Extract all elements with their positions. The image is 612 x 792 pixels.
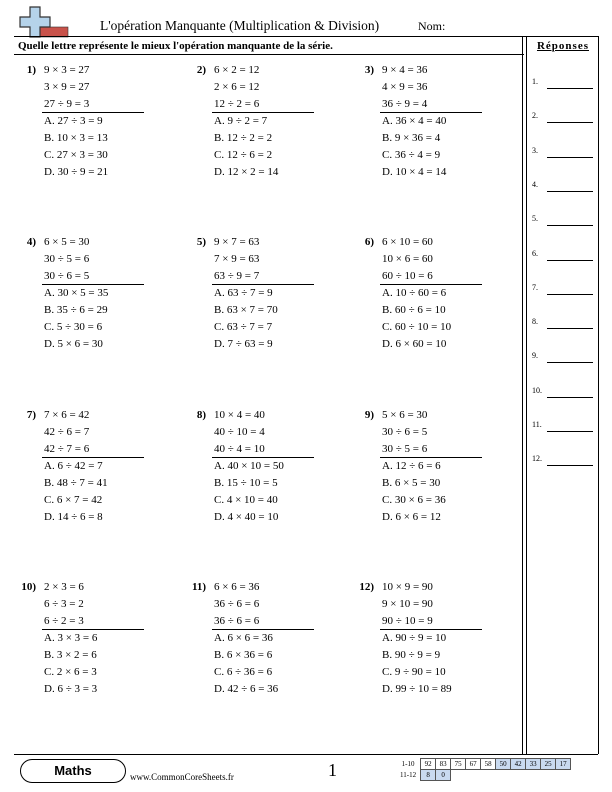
answer-column-border-right	[598, 36, 599, 754]
instruction-divider	[14, 54, 524, 55]
score-cell: 67	[466, 759, 481, 770]
answer-option: B. 48 ÷ 7 = 41	[44, 477, 108, 489]
equation-line: 6 × 2 = 12	[214, 64, 260, 76]
answer-blank[interactable]	[547, 88, 593, 89]
score-spacer	[481, 770, 496, 781]
answer-number: 5.	[532, 214, 538, 224]
header-divider	[14, 36, 598, 37]
problem-block	[14, 409, 164, 529]
answer-blank[interactable]	[547, 191, 593, 192]
equation-line: 10 × 9 = 90	[382, 581, 433, 593]
answer-row	[532, 454, 596, 466]
equation-line: 30 ÷ 5 = 6	[382, 443, 428, 455]
equation-line: 9 × 3 = 27	[44, 64, 90, 76]
equation-underline	[42, 284, 144, 285]
answer-option: A. 12 ÷ 6 = 6	[382, 460, 441, 472]
answer-option: D. 12 × 2 = 14	[214, 166, 279, 178]
answers-title: Réponses	[536, 40, 589, 52]
score-spacer	[466, 770, 481, 781]
answer-option: C. 12 ÷ 6 = 2	[214, 149, 273, 161]
score-cell: 33	[526, 759, 541, 770]
equation-line: 36 ÷ 6 = 6	[214, 615, 260, 627]
equation-line: 9 × 10 = 90	[382, 598, 433, 610]
answer-number: 12.	[532, 454, 542, 464]
score-spacer	[511, 770, 526, 781]
answer-option: A. 36 × 4 = 40	[382, 115, 447, 127]
equation-line: 27 ÷ 9 = 3	[44, 98, 90, 110]
answer-option: A. 6 × 6 = 36	[214, 632, 273, 644]
answer-option: C. 63 ÷ 7 = 7	[214, 321, 273, 333]
answer-blank[interactable]	[547, 362, 593, 363]
score-row	[398, 759, 571, 770]
problem-number: 12)	[359, 581, 374, 593]
problem-number: 2)	[196, 64, 206, 76]
answer-number: 10.	[532, 385, 542, 395]
equation-line: 63 ÷ 9 = 7	[214, 270, 260, 282]
score-row-label: 11-12	[400, 771, 417, 779]
equation-line: 90 ÷ 10 = 9	[382, 615, 433, 627]
answer-row	[532, 420, 596, 432]
answer-option: B. 10 × 3 = 13	[44, 132, 108, 144]
answer-option: D. 30 ÷ 9 = 21	[44, 166, 109, 178]
answer-option: C. 6 ÷ 36 = 6	[214, 666, 273, 678]
answer-option: B. 3 × 2 = 6	[44, 649, 97, 661]
answer-option: A. 30 × 5 = 35	[44, 287, 109, 299]
subject-badge: Maths	[20, 759, 126, 783]
problem-number: 1)	[26, 64, 36, 76]
answer-option: D. 5 × 6 = 30	[44, 338, 103, 350]
equation-line: 6 × 6 = 36	[214, 581, 260, 593]
score-spacer	[451, 770, 466, 781]
answer-option: D. 6 ÷ 3 = 3	[44, 683, 98, 695]
score-spacer	[541, 770, 556, 781]
problem-number: 9)	[364, 409, 374, 421]
equation-line: 42 ÷ 7 = 6	[44, 443, 90, 455]
score-cell: 75	[451, 759, 466, 770]
problem-block	[352, 236, 502, 356]
problem-number: 4)	[26, 236, 36, 248]
equation-line: 30 ÷ 6 = 5	[382, 426, 428, 438]
answer-option: C. 9 ÷ 90 = 10	[382, 666, 446, 678]
answer-option: D. 7 ÷ 63 = 9	[214, 338, 273, 350]
score-table	[398, 758, 571, 781]
equation-line: 2 × 3 = 6	[44, 581, 84, 593]
problem-block	[14, 581, 164, 701]
problem-block	[14, 64, 164, 184]
answer-option: D. 4 × 40 = 10	[214, 511, 279, 523]
answer-blank[interactable]	[547, 122, 593, 123]
instruction-text: Quelle lettre représente le mieux l'opération manquante de la série.	[18, 40, 333, 52]
equation-underline	[42, 457, 144, 458]
answer-option: A. 6 ÷ 42 = 7	[44, 460, 103, 472]
equation-line: 6 × 5 = 30	[44, 236, 90, 248]
problem-block	[352, 64, 502, 184]
equation-line: 9 × 7 = 63	[214, 236, 260, 248]
answer-option: B. 60 ÷ 6 = 10	[382, 304, 446, 316]
answer-option: C. 5 ÷ 30 = 6	[44, 321, 103, 333]
website-link: www.CommonCoreSheets.fr	[130, 772, 234, 782]
equation-line: 7 × 6 = 42	[44, 409, 90, 421]
equation-underline	[380, 284, 482, 285]
page-number: 1	[328, 760, 337, 780]
answer-number: 11.	[532, 420, 542, 429]
equation-line: 6 ÷ 2 = 3	[44, 615, 84, 627]
answer-blank[interactable]	[547, 431, 593, 432]
answer-option: A. 63 ÷ 7 = 9	[214, 287, 273, 299]
score-cell: 8	[421, 770, 436, 781]
equation-line: 42 ÷ 6 = 7	[44, 426, 90, 438]
equation-underline	[380, 112, 482, 113]
answer-blank[interactable]	[547, 397, 593, 398]
answer-option: D. 14 ÷ 6 = 8	[44, 511, 103, 523]
answer-row	[532, 317, 596, 329]
answer-number: 6.	[532, 248, 538, 258]
answer-option: B. 12 ÷ 2 = 2	[214, 132, 273, 144]
answer-option: B. 63 × 7 = 70	[214, 304, 278, 316]
problem-number: 8)	[196, 409, 206, 421]
problem-block	[184, 64, 334, 184]
answer-row	[532, 77, 596, 89]
score-cell: 0	[436, 770, 451, 781]
answer-option: D. 42 ÷ 6 = 36	[214, 683, 279, 695]
answer-row	[532, 146, 596, 158]
equation-line: 36 ÷ 9 = 4	[382, 98, 428, 110]
answer-number: 2.	[532, 111, 538, 121]
answer-row	[532, 214, 596, 226]
answer-option: D. 6 × 6 = 12	[382, 511, 441, 523]
problem-block	[352, 409, 502, 529]
score-spacer	[526, 770, 541, 781]
answer-blank[interactable]	[547, 465, 593, 466]
equation-underline	[380, 457, 482, 458]
footer-divider	[14, 754, 598, 755]
equation-underline	[212, 284, 314, 285]
answer-number: 9.	[532, 351, 538, 361]
equation-line: 12 ÷ 2 = 6	[214, 98, 260, 110]
score-cell: 17	[556, 759, 571, 770]
answer-row	[532, 386, 596, 398]
equation-line: 60 ÷ 10 = 6	[382, 270, 433, 282]
equation-line: 6 ÷ 3 = 2	[44, 598, 84, 610]
answer-option: A. 10 ÷ 60 = 6	[382, 287, 447, 299]
answer-number: 4.	[532, 179, 538, 189]
answer-row	[532, 180, 596, 192]
equation-line: 5 × 6 = 30	[382, 409, 428, 421]
score-cell: 50	[496, 759, 511, 770]
answer-row	[532, 111, 596, 123]
problem-number: 10)	[21, 581, 36, 593]
score-cell: 25	[541, 759, 556, 770]
answer-option: C. 6 × 7 = 42	[44, 494, 103, 506]
name-label: Nom:	[418, 19, 446, 33]
equation-line: 30 ÷ 6 = 5	[44, 270, 90, 282]
answer-option: C. 36 ÷ 4 = 9	[382, 149, 441, 161]
equation-line: 7 × 9 = 63	[214, 253, 260, 265]
answer-option: B. 9 × 36 = 4	[382, 132, 441, 144]
answer-option: C. 4 × 10 = 40	[214, 494, 278, 506]
answer-option: C. 27 × 3 = 30	[44, 149, 108, 161]
answer-number: 3.	[532, 145, 538, 155]
answer-blank[interactable]	[547, 328, 593, 329]
score-cell: 58	[481, 759, 496, 770]
answer-option: D. 6 × 60 = 10	[382, 338, 447, 350]
problem-number: 3)	[364, 64, 374, 76]
answer-option: A. 3 × 3 = 6	[44, 632, 98, 644]
problem-number: 5)	[196, 236, 206, 248]
equation-line: 10 × 6 = 60	[382, 253, 433, 265]
answer-row	[532, 249, 596, 261]
answer-number: 1.	[532, 77, 538, 86]
score-cell: 42	[511, 759, 526, 770]
answer-option: B. 90 ÷ 9 = 9	[382, 649, 441, 661]
answer-row	[532, 283, 596, 295]
score-cell: 92	[421, 759, 436, 770]
problem-number: 6)	[364, 236, 374, 248]
equation-underline	[380, 629, 482, 630]
answer-blank[interactable]	[547, 157, 593, 158]
problem-block	[352, 581, 502, 701]
answer-column-border	[522, 36, 523, 754]
answer-blank[interactable]	[547, 294, 593, 295]
answer-option: B. 6 × 5 = 30	[382, 477, 441, 489]
answer-column-border-inner	[526, 36, 527, 754]
equation-underline	[212, 112, 314, 113]
answer-blank[interactable]	[547, 260, 593, 261]
equation-line: 9 × 4 = 36	[382, 64, 428, 76]
equation-underline	[42, 629, 144, 630]
equation-line: 40 ÷ 10 = 4	[214, 426, 265, 438]
answer-option: A. 40 × 10 = 50	[214, 460, 284, 472]
equation-line: 3 × 9 = 27	[44, 81, 90, 93]
score-row-label: 1-10	[401, 760, 415, 768]
problem-block	[184, 236, 334, 356]
equation-line: 36 ÷ 6 = 6	[214, 598, 260, 610]
answer-option: C. 30 × 6 = 36	[382, 494, 446, 506]
equation-line: 40 ÷ 4 = 10	[214, 443, 265, 455]
equation-underline	[212, 629, 314, 630]
problem-block	[184, 581, 334, 701]
problem-number: 7)	[26, 409, 36, 421]
answer-option: C. 60 ÷ 10 = 10	[382, 321, 452, 333]
answer-option: D. 99 ÷ 10 = 89	[382, 683, 452, 695]
answer-option: B. 35 ÷ 6 = 29	[44, 304, 108, 316]
page-title: L'opération Manquante (Multiplication & Division)	[100, 18, 380, 33]
answer-row	[532, 351, 596, 363]
equation-line: 4 × 9 = 36	[382, 81, 428, 93]
answer-option: A. 9 ÷ 2 = 7	[214, 115, 268, 127]
answer-option: B. 15 ÷ 10 = 5	[214, 477, 278, 489]
answer-option: B. 6 × 36 = 6	[214, 649, 273, 661]
equation-line: 10 × 4 = 40	[214, 409, 265, 421]
score-spacer	[496, 770, 511, 781]
answer-option: C. 2 × 6 = 3	[44, 666, 97, 678]
equation-line: 6 × 10 = 60	[382, 236, 433, 248]
answer-option: A. 90 ÷ 9 = 10	[382, 632, 447, 644]
problem-number: 11)	[191, 581, 206, 593]
equation-underline	[42, 112, 144, 113]
equation-line: 2 × 6 = 12	[214, 81, 260, 93]
score-row	[398, 770, 571, 781]
equation-line: 30 ÷ 5 = 6	[44, 253, 90, 265]
equation-underline	[212, 457, 314, 458]
plus-logo-icon	[16, 5, 72, 39]
answer-number: 7.	[532, 282, 538, 292]
score-cell: 83	[436, 759, 451, 770]
answer-option: A. 27 ÷ 3 = 9	[44, 115, 103, 127]
answer-option: D. 10 × 4 = 14	[382, 166, 447, 178]
problem-block	[184, 409, 334, 529]
score-spacer	[556, 770, 571, 781]
answer-number: 8.	[532, 317, 538, 327]
problem-block	[14, 236, 164, 356]
answer-blank[interactable]	[547, 225, 593, 226]
